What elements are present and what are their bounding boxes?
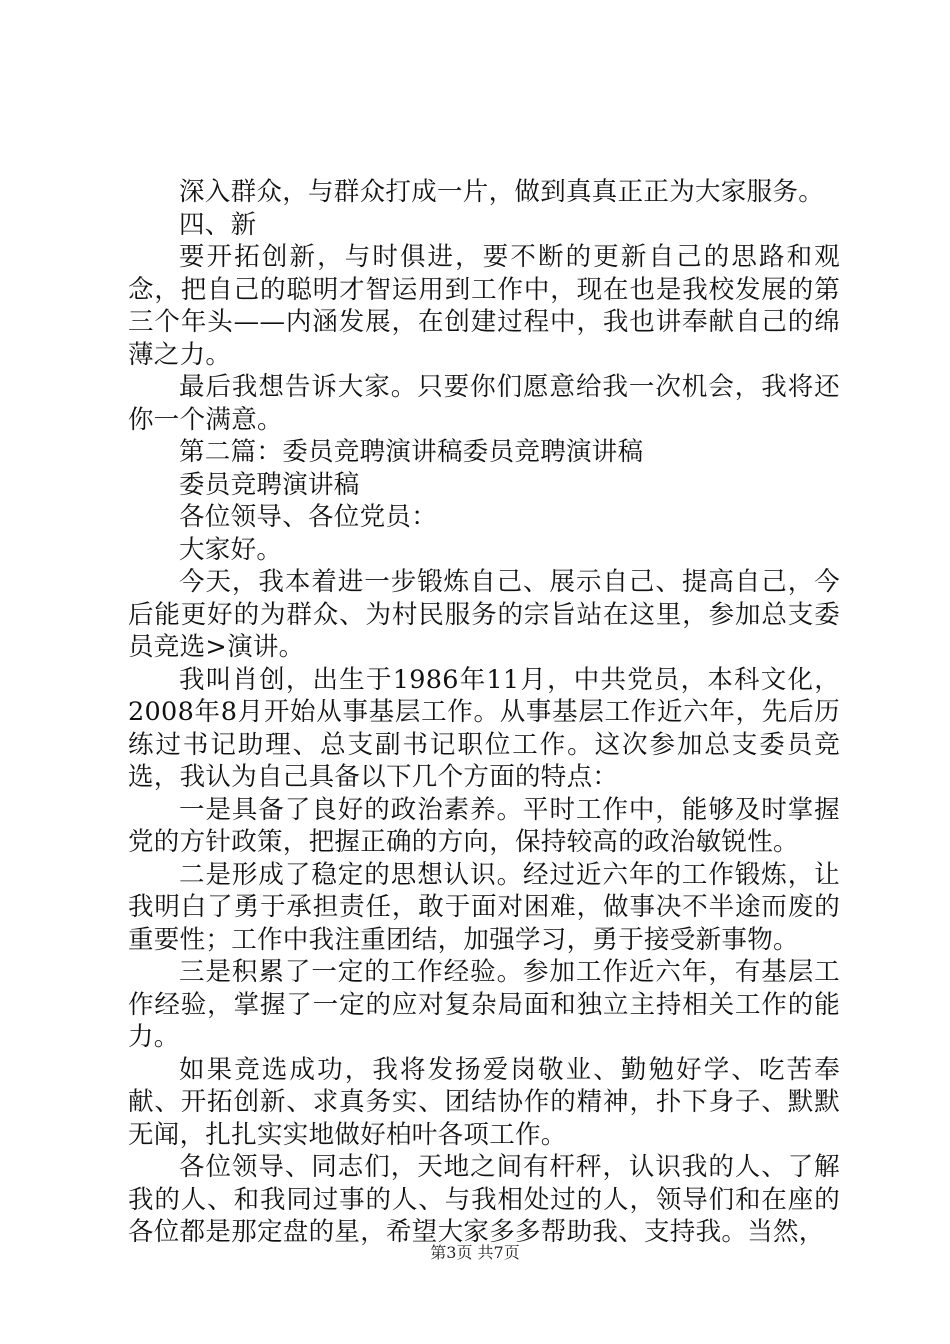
chapter-title: 第二篇：委员竞聘演讲稿委员竞聘演讲稿 (179, 437, 644, 467)
paragraph: 如果竞选成功，我将发扬爱岗敬业、勤勉好学、吃苦奉献、开拓创新、求真务实、团结协作的精神，扑下身子、默默无闻，扎扎实实地做好柏叶各项工作。 (128, 1054, 840, 1150)
document-body (128, 176, 840, 1249)
paragraph: 要开拓创新，与时俱进，要不断的更新自己的思路和观念，把自己的聪明才智运用到工作中，现在也是我校发展的第三个年头——内涵发展，在创建过程中，我也讲奉献自己的绵薄之力。 (128, 242, 840, 370)
paragraph: 各位领导、同志们，天地之间有杆秤，认识我的人、了解我的人、和我同过事的人、与我相处过的人，领导们和在座的各位都是那定盘的星，希望大家多多帮助我、支持我。当然， (128, 1152, 840, 1247)
paragraph: 最后我想告诉大家。只要你们愿意给我一次机会，我将还你一个满意。 (128, 372, 840, 435)
paragraph: 深入群众，与群众打成一片，做到真真正正为大家服务。 (179, 177, 825, 207)
paragraph: 我叫肖创，出生于1986年11月，中共党员，本科文化，2008年8月开始从事基层工作。从事基层工作近六年，先后历练过书记助理、总支副书记职位工作。这次参加总支委员竞选，我认为自己具备以下几个方面的特点： (128, 664, 840, 792)
salutation: 各位领导、各位党员： (179, 502, 438, 532)
paragraph: 二是形成了稳定的思想认识。经过近六年的工作锻炼，让我明白了勇于承担责任，敢于面对困难，做事决不半途而废的重要性；工作中我注重团结，加强学习，勇于接受新事物。 (128, 859, 840, 955)
paragraph: 一是具备了良好的政治素养。平时工作中，能够及时掌握党的方针政策，把握正确的方向，保持较高的政治敏锐性。 (128, 794, 840, 857)
speech-title: 委员竞聘演讲稿 (179, 469, 360, 500)
paragraph: 三是积累了一定的工作经验。参加工作近六年，有基层工作经验，掌握了一定的应对复杂局面和独立主持相关工作的能力。 (128, 957, 840, 1052)
page-footer: 第3页 共7页 (430, 1243, 520, 1262)
greeting: 大家好。 (179, 534, 283, 565)
section-heading: 四、新 (179, 209, 257, 240)
paragraph: 今天，我本着进一步锻炼自己、展示自己、提高自己，今后能更好的为群众、为村民服务的宗旨站在这里，参加总支委员竞选>演讲。 (128, 567, 840, 662)
